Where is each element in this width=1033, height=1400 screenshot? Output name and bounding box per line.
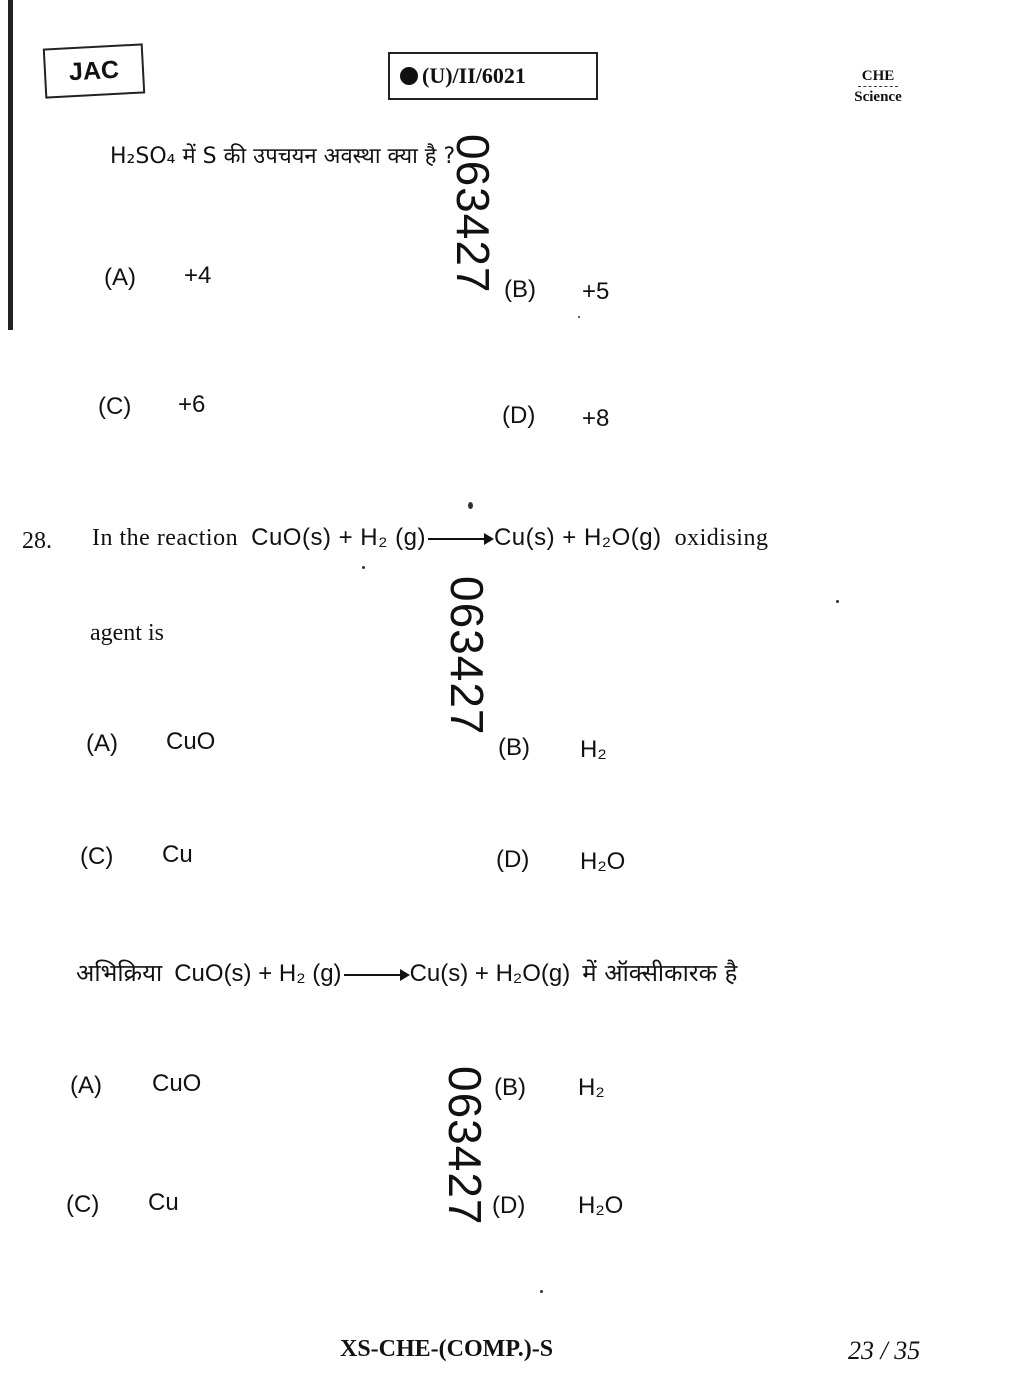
q27-option-b-value: +5	[582, 278, 610, 305]
q28-option-b-value: H₂	[580, 736, 607, 763]
q28-text-line2: agent is	[90, 620, 164, 646]
q28-text-pre: In the reaction	[92, 525, 239, 551]
subject-label	[834, 66, 922, 107]
q28-option-a-value: CuO	[166, 728, 216, 755]
reaction-arrow-icon	[344, 974, 408, 976]
q28-option-c-label: (C)	[80, 843, 114, 870]
q27-hindi-text: H₂SO₄ में S की उपचयन अवस्था क्या है ?	[110, 144, 456, 169]
q28h-option-a-label: (A)	[70, 1072, 102, 1099]
q28-hindi-reactants: CuO(s) + H₂ (g)	[174, 960, 342, 987]
q28-number: 28.	[22, 528, 52, 554]
q28-hindi-stem	[76, 956, 737, 989]
q27-option-a-value: +4	[184, 262, 212, 289]
stamp-number-3: 063427	[439, 1066, 491, 1226]
scan-speck	[468, 502, 473, 509]
paper-code-box	[388, 52, 598, 100]
reaction-arrow-icon	[428, 538, 492, 540]
stamp-number-2: 063427	[441, 576, 493, 736]
q28-option-d-value: H₂O	[580, 848, 626, 875]
q27-option-c-label: (C)	[98, 393, 132, 420]
q28-option-d-label: (D)	[496, 846, 530, 873]
q28h-option-c-label: (C)	[66, 1191, 100, 1218]
page-number: 23 / 35	[848, 1336, 921, 1365]
q27-option-d-value: +8	[582, 405, 610, 432]
q28h-option-d-label: (D)	[492, 1192, 526, 1219]
q28h-option-c-value: Cu	[148, 1189, 179, 1216]
scan-speck	[836, 600, 839, 603]
stamp-number-1: 063427	[447, 134, 499, 294]
q28-hindi-text-pre: अभिक्रिया	[76, 959, 163, 987]
q28h-option-b-label: (B)	[494, 1074, 526, 1101]
scan-speck	[540, 1290, 543, 1293]
q27-option-c-value: +6	[178, 391, 206, 418]
q28-stem-line1	[92, 524, 768, 552]
q28-option-b-label: (B)	[498, 734, 530, 761]
subject-code: CHE	[858, 66, 899, 87]
q28-text-post: oxidising	[674, 525, 769, 551]
q28-hindi-products: Cu(s) + H₂O(g)	[409, 960, 571, 987]
bullet-dot-icon	[400, 67, 418, 85]
footer-exam-code: XS-CHE-(COMP.)-S	[340, 1336, 554, 1362]
board-badge: JAC	[43, 43, 145, 98]
paper-code: (U)/II/6021	[422, 63, 526, 88]
q27-option-d-label: (D)	[502, 402, 536, 429]
scan-speck	[578, 316, 580, 318]
q28-products: Cu(s) + H₂O(g)	[493, 524, 662, 551]
q28-option-a-label: (A)	[86, 730, 118, 757]
q28-reactants: CuO(s) + H₂ (g)	[251, 524, 426, 551]
q28h-option-d-value: H₂O	[578, 1192, 624, 1219]
q28h-option-b-value: H₂	[578, 1074, 605, 1101]
q28h-option-a-value: CuO	[152, 1070, 202, 1097]
left-margin-rule	[8, 0, 13, 330]
subject-name: Science	[854, 89, 902, 105]
q28-option-c-value: Cu	[162, 841, 193, 868]
q28-hindi-text-post: में ऑक्सीकारक है	[582, 959, 738, 987]
q27-option-b-label: (B)	[504, 276, 536, 303]
scan-speck	[362, 566, 365, 569]
q27-option-a-label: (A)	[104, 264, 136, 291]
